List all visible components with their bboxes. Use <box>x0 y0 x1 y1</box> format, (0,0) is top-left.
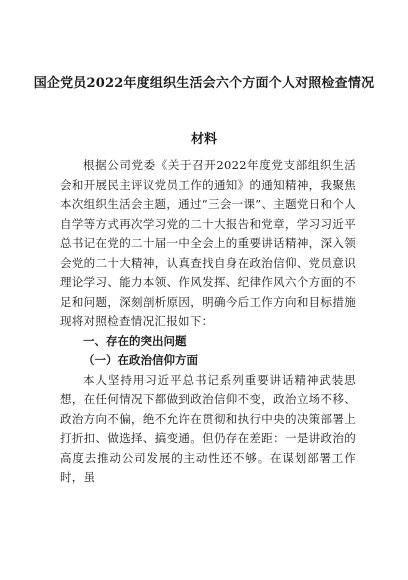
intro-paragraph: 根据公司党委《关于召开2022年度党支部组织生活会和开展民主评议党员工作的通知》的通知精神，我聚焦本次组织生活会主题，通过“三会一课”、主题党日和个人自学等方式再次学习党的二十大报告和党章，学习习近平总书记在党的二十届一中全会上的重要讲话精神，深入领会党的二十大精神，认真查找自身在政治信仰、党员意识理论学习、能力本领、作风发挥、纪律作风六个方面的不足和问题，深刻剖析原因，明确今后工作方向和目标措施现将对照检查情况汇报如下： <box>60 158 356 328</box>
section-heading-problems: 一、存在的突出问题 <box>83 333 187 348</box>
subsection-heading-political-belief: （一）在政治信仰方面 <box>83 353 198 367</box>
political-belief-paragraph: 本人坚持用习近平总书记系列重要讲话精神武装思想，在任何情况下都做到政治信仰不变，政治立场不移、政治方向不偏，绝不允许在贯彻和执行中央的决策部署上打折扣、做选择、搞变通。但仍存在差距：一是讲政治的高度去推动公司发展的主动性还不够。在谋划部署工作时，虽 <box>60 372 356 484</box>
document-title-line1: 国企党员2022年度组织生活会六个方面个人对照检查情况 <box>33 76 375 91</box>
document-body <box>60 156 356 488</box>
document-title-line2: 材料 <box>190 132 217 147</box>
